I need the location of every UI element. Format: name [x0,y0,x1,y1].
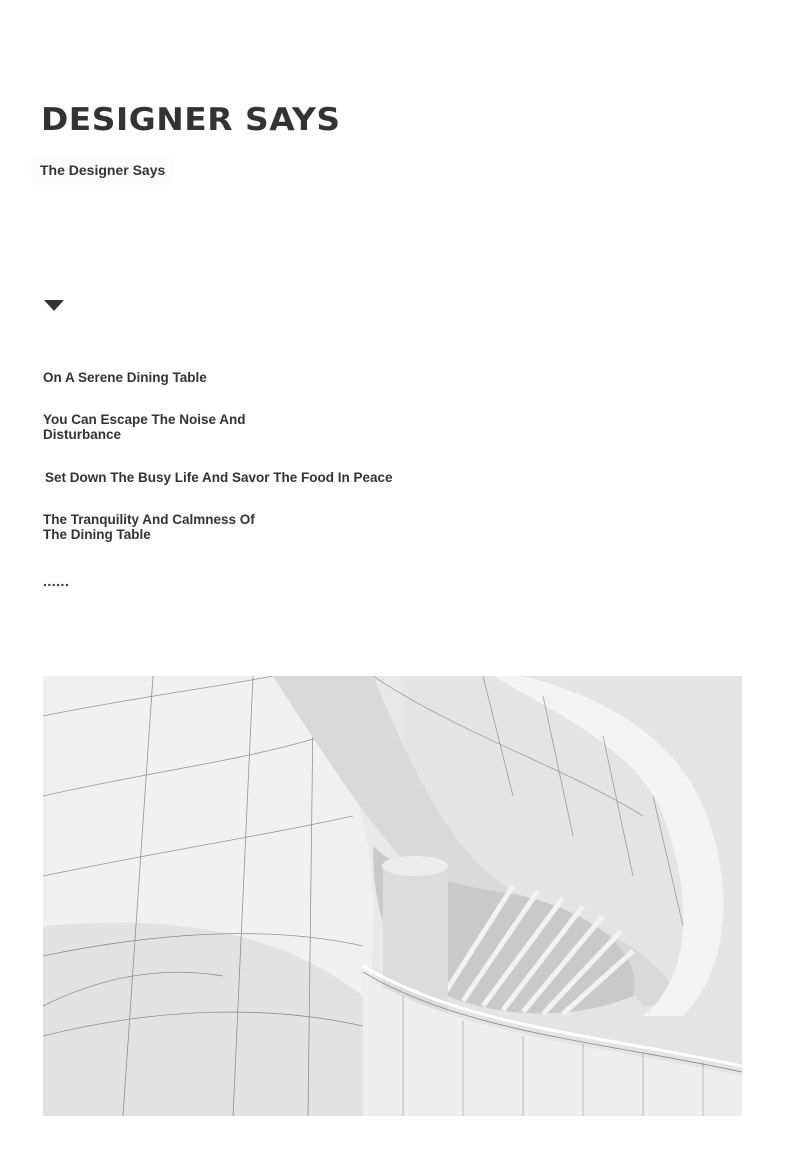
text-line: Set Down The Busy Life And Savor The Food In Peace [45,470,393,485]
triangle-down-icon[interactable] [44,300,64,311]
ellipsis-text: ...... [43,573,70,589]
text-line: On A Serene Dining Table [43,370,207,385]
subtitle: The Designer Says [33,156,172,184]
architecture-photo [43,676,742,1116]
page-title: DESIGNER SAYS [41,102,341,138]
text-line: The Tranquility And Calmness Of The Dining Table [43,512,255,542]
text-line: You Can Escape The Noise And Disturbance [43,412,246,442]
